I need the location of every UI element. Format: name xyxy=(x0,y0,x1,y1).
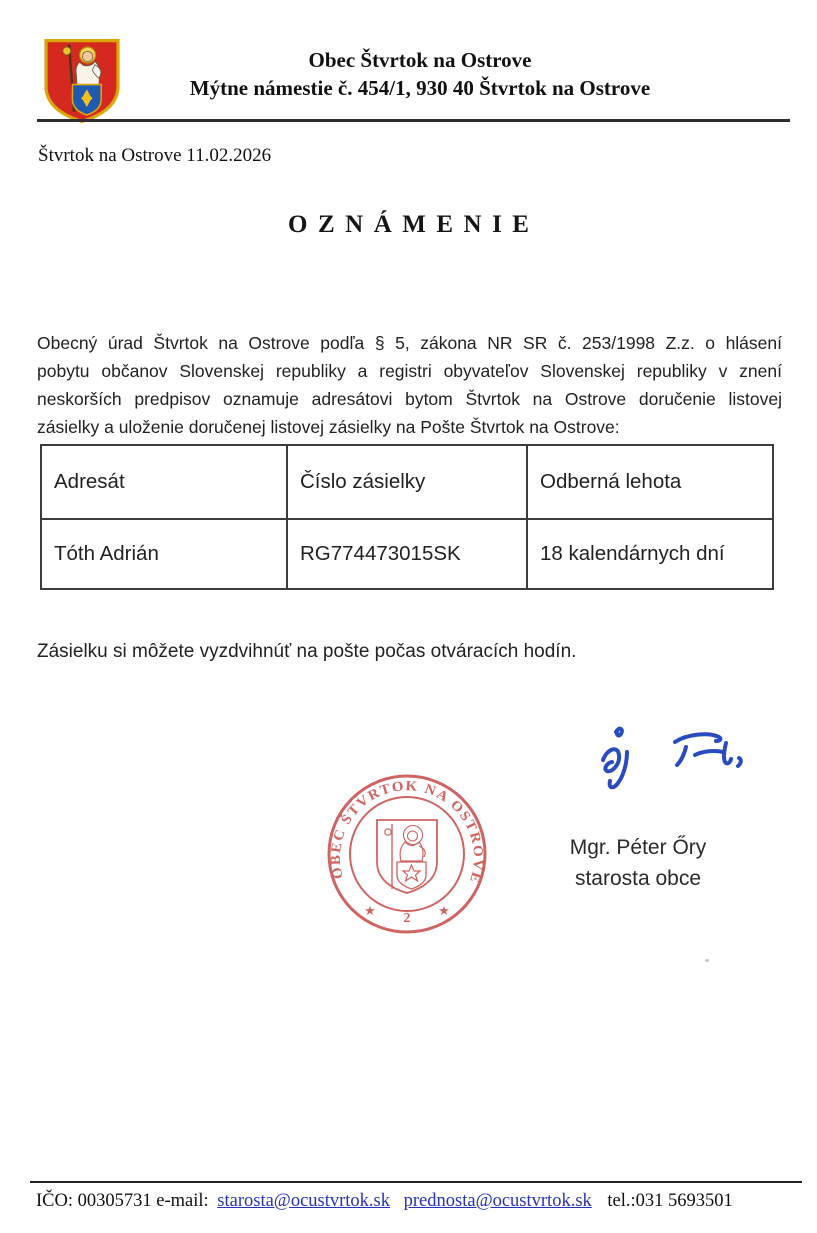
body-line: pobytu občanov Slovenskej republiky a registri obyvateľov Slovenskej republiky v znení xyxy=(37,361,782,381)
col-header-adresat: Adresát xyxy=(41,445,287,519)
letterhead xyxy=(60,46,780,102)
signer-role: starosta obce xyxy=(574,867,702,890)
body-line: Obecný úrad Štvrtok na Ostrove podľa § 5, zákona NR SR č. 253/1998 Z.z. o hlásení xyxy=(37,333,782,353)
stamp-star-left: ★ xyxy=(364,903,376,918)
col-header-odberna-lehota: Odberná lehota xyxy=(527,445,773,519)
pickup-note: Zásielku si môžete vyzdvihnúť na pošte počas otváracích hodín. xyxy=(37,641,577,662)
date-line: Štvrtok na Ostrove 11.02.2026 xyxy=(38,145,272,166)
handwritten-signature xyxy=(583,722,753,804)
org-address: Mýtne námestie č. 454/1, 930 40 Štvrtok na Ostrove xyxy=(189,76,651,100)
table-row xyxy=(41,519,773,589)
email-link-prednosta[interactable]: prednosta@ocustvrtok.sk xyxy=(403,1191,592,1211)
shipment-table xyxy=(40,444,774,590)
official-round-stamp xyxy=(325,772,489,936)
footer-contact-line xyxy=(36,1191,796,1212)
signer-block xyxy=(548,832,728,894)
stamp-star-right: ★ xyxy=(438,903,450,918)
cell-pickup-period: 18 kalendárnych dní xyxy=(527,519,773,589)
scan-speck xyxy=(705,959,709,962)
cell-tracking-number: RG774473015SK xyxy=(287,519,527,589)
cell-addressee: Tóth Adrián xyxy=(41,519,287,589)
table-header-row xyxy=(41,445,773,519)
email-link-starosta[interactable]: starosta@ocustvrtok.sk xyxy=(217,1191,391,1211)
body-line: zásielky a uloženie doručenej listovej zásielky na Pošte Štvrtok na Ostrove: xyxy=(37,417,620,437)
stamp-ring-text: OBEC ŠTVRTOK NA OSTROVE xyxy=(328,779,486,885)
stamp-number: 2 xyxy=(403,911,411,926)
signer-name: Mgr. Péter Őry xyxy=(569,836,707,859)
ico-email-label: IČO: 00305731 e-mail: xyxy=(36,1191,209,1211)
body-paragraph xyxy=(37,329,782,441)
document-title: OZNÁMENIE xyxy=(288,211,540,238)
col-header-cislo-zasielky: Číslo zásielky xyxy=(287,445,527,519)
body-line: neskorších predpisov oznamuje adresátovi bytom Štvrtok na Ostrove doručenie listovej xyxy=(37,389,782,409)
phone-number: tel.:031 5693501 xyxy=(607,1191,733,1211)
footer-divider xyxy=(30,1181,802,1183)
org-name: Obec Štvrtok na Ostrove xyxy=(308,48,532,72)
header-divider xyxy=(37,119,790,122)
